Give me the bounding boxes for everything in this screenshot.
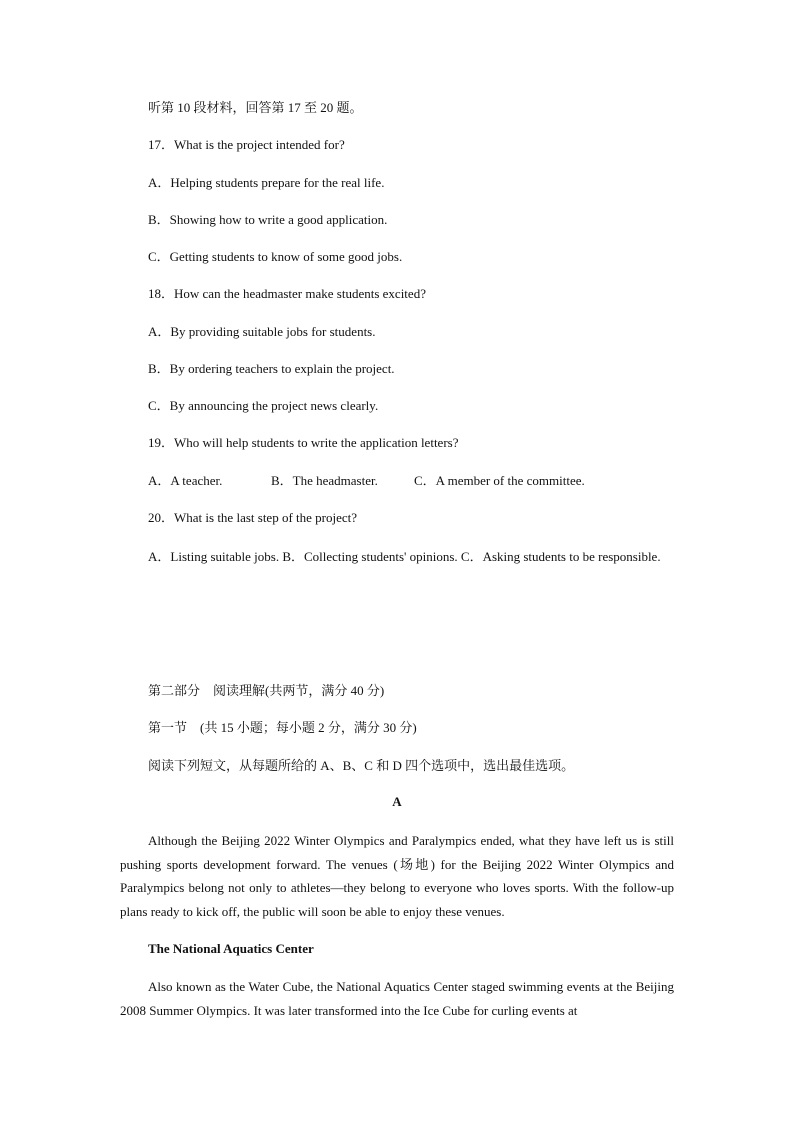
question-19-option-a: A．A teacher. [148, 473, 223, 488]
question-18-option-c: C．By announcing the project news clearly. [148, 398, 379, 413]
passage-paragraph-2: Also known as the Water Cube, the National Aquatics Center staged swimming events at the Beijing 2008 Summer Olympics. It was later transformed into the Ice Cube for curling events at [120, 979, 674, 1018]
question-18-option-a: A．By providing suitable jobs for students. [148, 324, 376, 339]
question-17-stem: 17．What is the project intended for? [148, 137, 345, 152]
question-17-option-a: A．Helping students prepare for the real life. [148, 175, 385, 190]
part-two-title: 第二部分 阅读理解(共两节，满分 40 分) [148, 683, 385, 698]
passage-paragraph-1: Although the Beijing 2022 Winter Olympics and Paralympics ended, what they have left us is still pushing sports development forward. The venues (场地) for the Beijing 2022 Winter Olympics and Paralympics belong not only to athletes—they belong to everyone who loves sports. With the follow-up plans ready to kick off, the public will soon be able to enjoy these venues. [120, 833, 674, 919]
listening-section-intro: 听第 10 段材料，回答第 17 至 20 题。 [148, 100, 363, 115]
passage-subheading: The National Aquatics Center [148, 941, 314, 956]
question-18-stem: 18．How can the headmaster make students excited? [148, 286, 426, 301]
question-20-options: A．Listing suitable jobs. B．Collecting students' opinions. C．Asking students to be responsible. [148, 549, 661, 564]
passage-label: A [392, 794, 402, 809]
question-17-option-b: B．Showing how to write a good application. [148, 212, 388, 227]
section-one-title: 第一节 (共 15 小题；每小题 2 分，满分 30 分) [148, 720, 417, 735]
question-19-option-c: C．A member of the committee. [414, 473, 585, 488]
question-18-option-b: B．By ordering teachers to explain the project. [148, 361, 395, 376]
question-19-option-b: B．The headmaster. [271, 473, 378, 488]
reading-instruction: 阅读下列短文，从每题所给的 A、B、C 和 D 四个选项中，选出最佳选项。 [148, 758, 575, 773]
question-17-option-c: C．Getting students to know of some good jobs. [148, 249, 403, 264]
question-19-stem: 19．Who will help students to write the application letters? [148, 435, 459, 450]
question-20-stem: 20．What is the last step of the project? [148, 510, 358, 525]
